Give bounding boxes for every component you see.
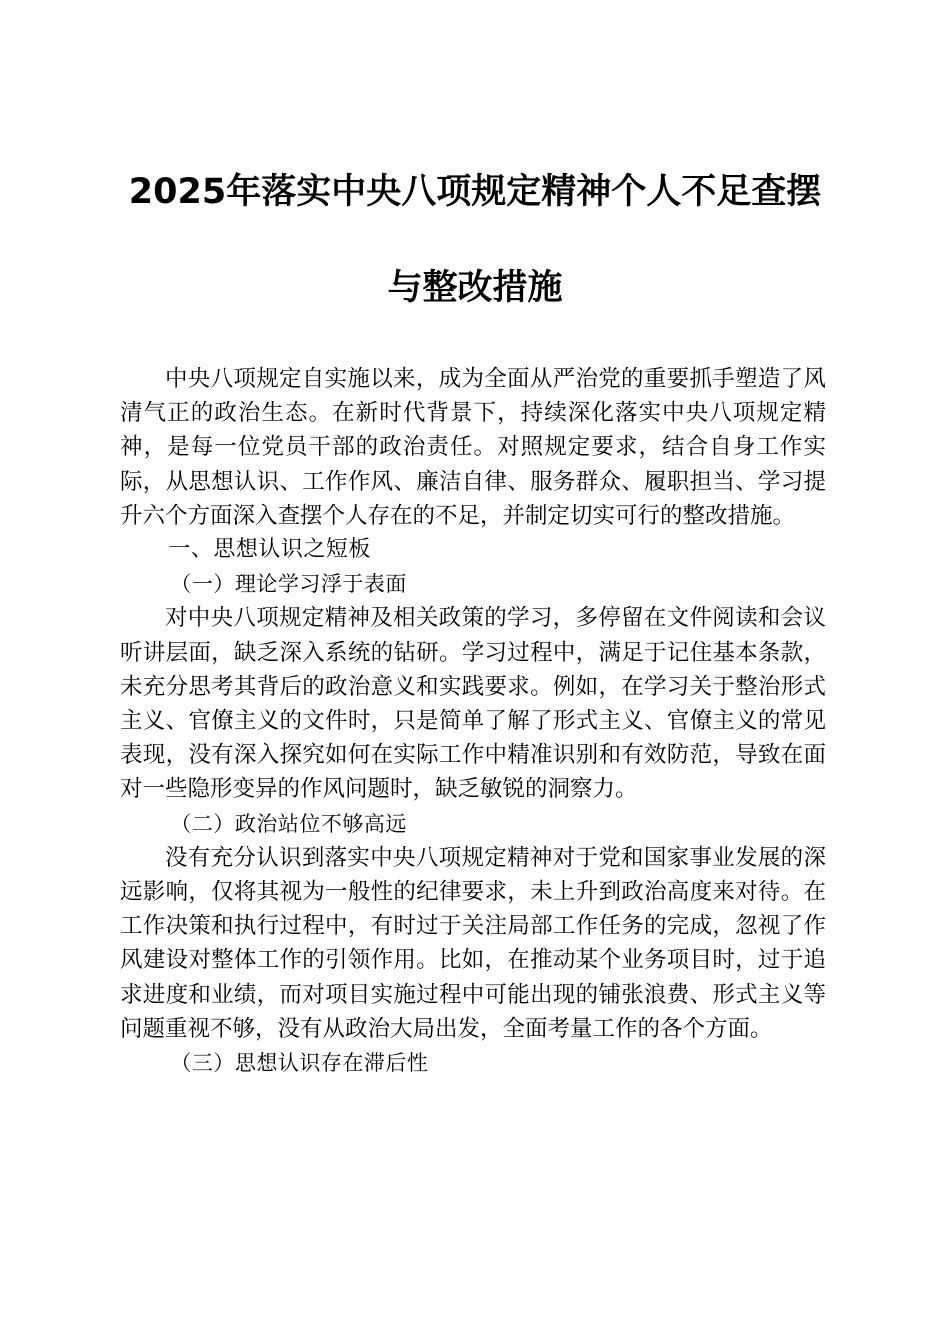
- body-paragraph-2: 没有充分认识到落实中央八项规定精神对于党和国家事业发展的深远影响，仅将其视为一般性的纪律要求，未上升到政治高度来对待。在工作决策和执行过程中，有时过于关注局部工作任务的完成，忽视了作风建设对整体工作的引领作用。比如，在推动某个业务项目时，过于追求进度和业绩，而对项目实施过程中可能出现的铺张浪费、形式主义等问题重视不够，没有从政治大局出发，全面考量工作的各个方面。: [120, 844, 826, 1042]
- subsection-heading-2: （二）政治站位不够高远: [170, 811, 407, 836]
- subsection-heading-3: （三）思想认识存在滞后性: [170, 1051, 429, 1076]
- document-body: [120, 362, 826, 1080]
- section-heading-1: 一、思想认识之短板: [168, 537, 371, 563]
- document-title-line-2: 与整改措施: [387, 268, 563, 308]
- document-title-line-1: 2025年落实中央八项规定精神个人不足查摆: [128, 172, 822, 212]
- subsection-heading-1: （一）理论学习浮于表面: [170, 572, 407, 597]
- intro-paragraph: 中央八项规定自实施以来，成为全面从严治党的重要抓手塑造了风清气正的政治生态。在新时代背景下，持续深化落实中央八项规定精神，是每一位党员干部的政治责任。对照规定要求，结合自身工作实际，从思想认识、工作作风、廉洁自律、服务群众、履职担当、学习提升六个方面深入查摆个人存在的不足，并制定切实可行的整改措施。: [120, 366, 826, 529]
- body-paragraph-1: 对中央八项规定精神及相关政策的学习，多停留在文件阅读和会议听讲层面，缺乏深入系统的钻研。学习过程中，满足于记住基本条款，未充分思考其背后的政治意义和实践要求。例如，在学习关于整治形式主义、官僚主义的文件时，只是简单了解了形式主义、官僚主义的常见表现，没有深入探究如何在实际工作中精准识别和有效防范，导致在面对一些隐形变异的作风问题时，缺乏敏锐的洞察力。: [120, 605, 826, 803]
